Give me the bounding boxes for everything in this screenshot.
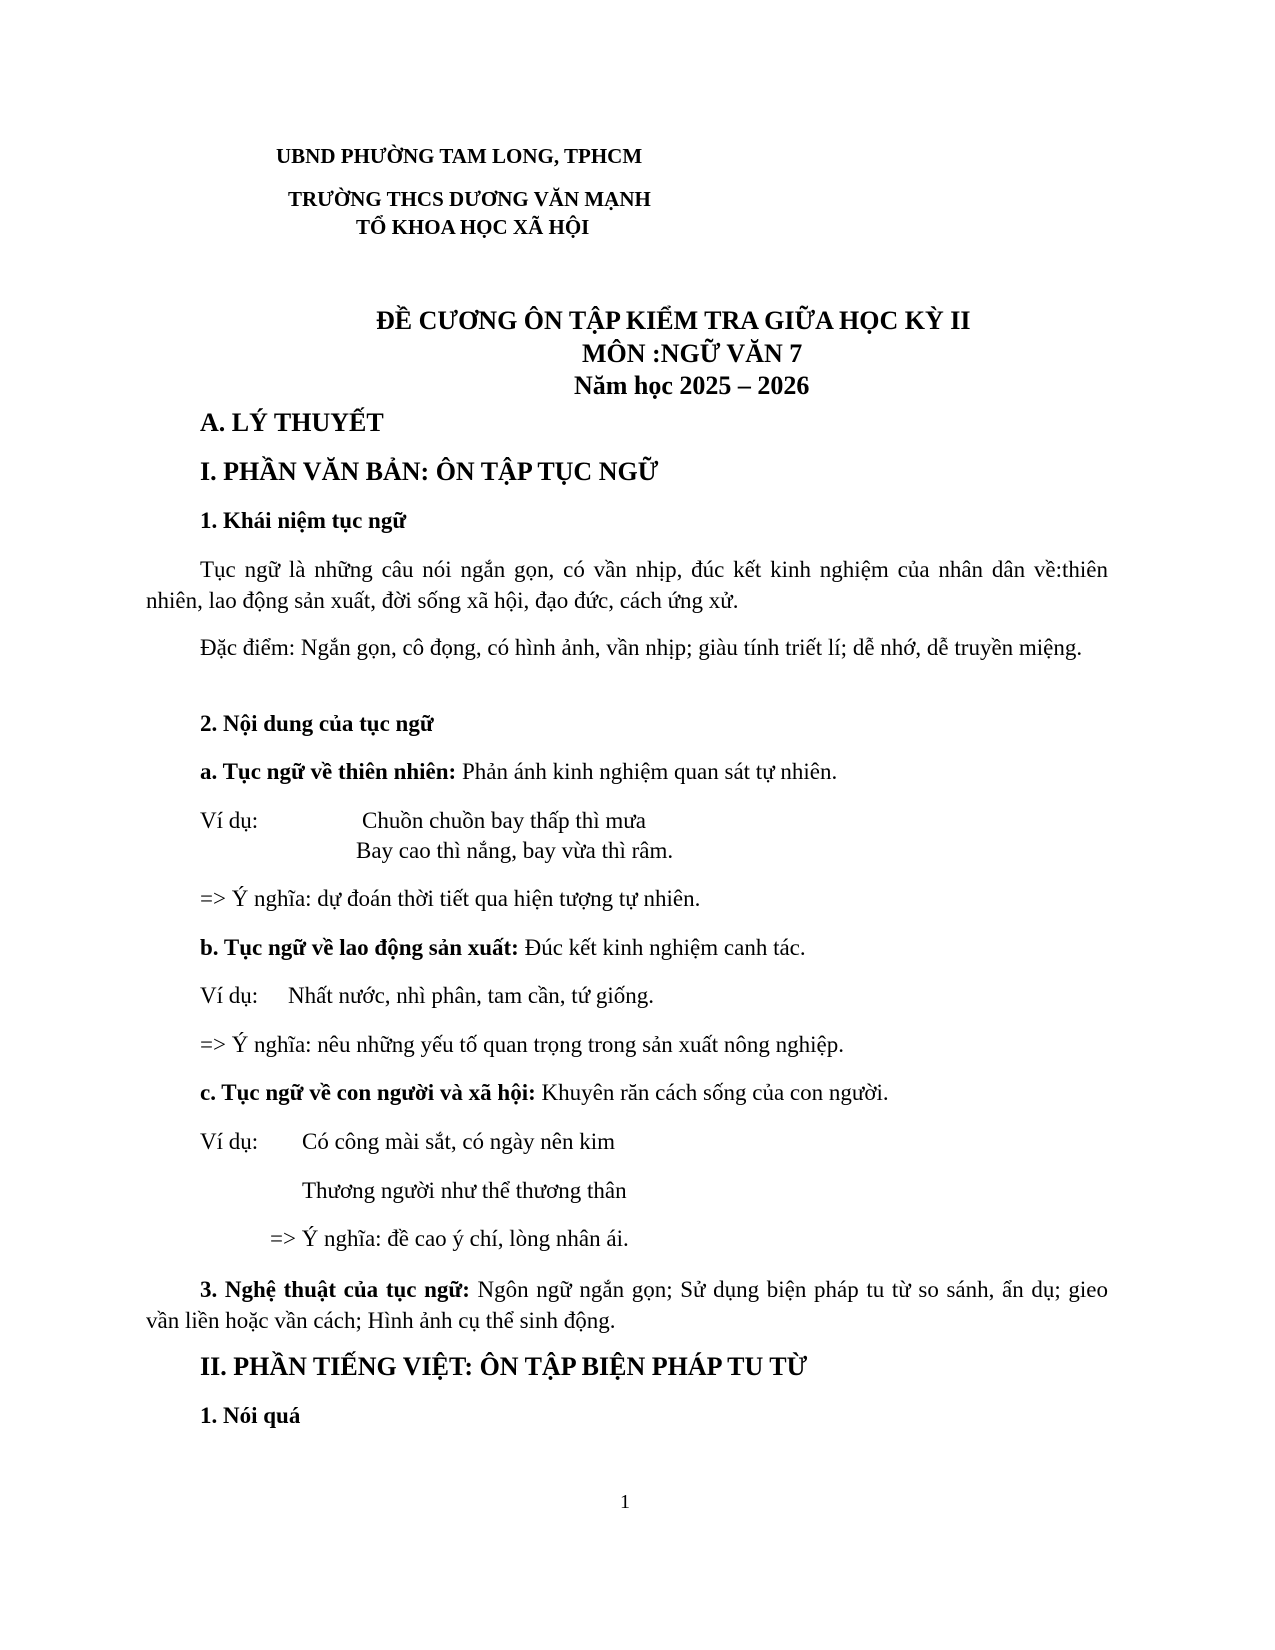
example-line: Bay cao thì nắng, bay vừa thì râm. bbox=[356, 838, 674, 863]
part-ii-heading: II. PHẦN TIẾNG VIỆT: ÔN TẬP BIỆN PHÁP TU TỪ bbox=[200, 1352, 808, 1381]
org-name: UBND PHƯỜNG TAM LONG, TPHCM bbox=[276, 144, 643, 168]
document-title: ĐỀ CƯƠNG ÔN TẬP KIỂM TRA GIỮA HỌC KỲ II bbox=[376, 306, 971, 335]
labor-proverbs-label: b. Tục ngữ về lao động sản xuất: bbox=[200, 935, 519, 960]
department-name: TỔ KHOA HỌC XÃ HỘI bbox=[356, 215, 590, 239]
art-desc: Ngôn ngữ ngắn gọn; Sử dụng biện pháp tu từ so sánh, ẩn dụ; gieo vần liền hoặc vần cách; Hình ảnh cụ thể sinh động. bbox=[146, 1277, 1108, 1333]
example-line: Thương người như thể thương thân bbox=[302, 1178, 627, 1203]
art-label: 3. Nghệ thuật của tục ngữ: bbox=[200, 1277, 470, 1302]
subject-title: MÔN :NGỮ VĂN 7 bbox=[582, 339, 803, 368]
example-line: Chuồn chuồn bay thấp thì mưa bbox=[362, 808, 646, 833]
society-proverbs-label: c. Tục ngữ về con người và xã hội: bbox=[200, 1080, 536, 1105]
labor-proverbs-line bbox=[200, 935, 806, 961]
section-a-heading: A. LÝ THUYẾT bbox=[200, 408, 384, 437]
example-label: Ví dụ: bbox=[200, 983, 259, 1008]
example-line: Nhất nước, nhì phân, tam cần, tứ giống. bbox=[288, 983, 655, 1008]
concept-heading: 1. Khái niệm tục ngữ bbox=[200, 508, 407, 533]
example-label: Ví dụ: bbox=[200, 808, 259, 833]
concept-paragraph: Tục ngữ là những câu nói ngắn gọn, có vần nhịp, đúc kết kinh nghiệm của nhân dân về:thiên nhiên, lao động sản xuất, đời sống xã hội, đạo đức, cách ứng xử. bbox=[146, 557, 1108, 613]
meaning-line: => Ý nghĩa: đề cao ý chí, lòng nhân ái. bbox=[270, 1226, 629, 1251]
society-proverbs-line bbox=[200, 1080, 889, 1106]
school-year: Năm học 2025 – 2026 bbox=[574, 371, 810, 400]
part-i-heading: I. PHẦN VĂN BẢN: ÔN TẬP TỤC NGỮ bbox=[200, 457, 659, 486]
content-heading: 2. Nội dung của tục ngữ bbox=[200, 711, 434, 736]
example-label: Ví dụ: bbox=[200, 1129, 259, 1154]
meaning-line: => Ý nghĩa: nêu những yếu tố quan trọng trong sản xuất nông nghiệp. bbox=[200, 1032, 844, 1057]
page-number: 1 bbox=[620, 1491, 630, 1513]
meaning-line: => Ý nghĩa: dự đoán thời tiết qua hiện tượng tự nhiên. bbox=[200, 886, 701, 911]
exaggeration-heading: 1. Nói quá bbox=[200, 1403, 301, 1428]
society-proverbs-desc: Khuyên răn cách sống của con người. bbox=[535, 1080, 889, 1105]
labor-proverbs-desc: Đúc kết kinh nghiệm canh tác. bbox=[518, 935, 806, 960]
example-line: Có công mài sắt, có ngày nên kim bbox=[302, 1129, 615, 1154]
nature-proverbs-line bbox=[200, 759, 837, 785]
school-name: TRƯỜNG THCS DƯƠNG VĂN MẠNH bbox=[288, 187, 651, 211]
features-paragraph: Đặc điểm: Ngắn gọn, cô đọng, có hình ảnh, vần nhịp; giàu tính triết lí; dễ nhớ, dễ truyền miệng. bbox=[200, 635, 1083, 660]
art-paragraph bbox=[146, 1274, 1108, 1336]
nature-proverbs-desc: Phản ánh kinh nghiệm quan sát tự nhiên. bbox=[456, 759, 838, 784]
nature-proverbs-label: a. Tục ngữ về thiên nhiên: bbox=[200, 759, 457, 784]
